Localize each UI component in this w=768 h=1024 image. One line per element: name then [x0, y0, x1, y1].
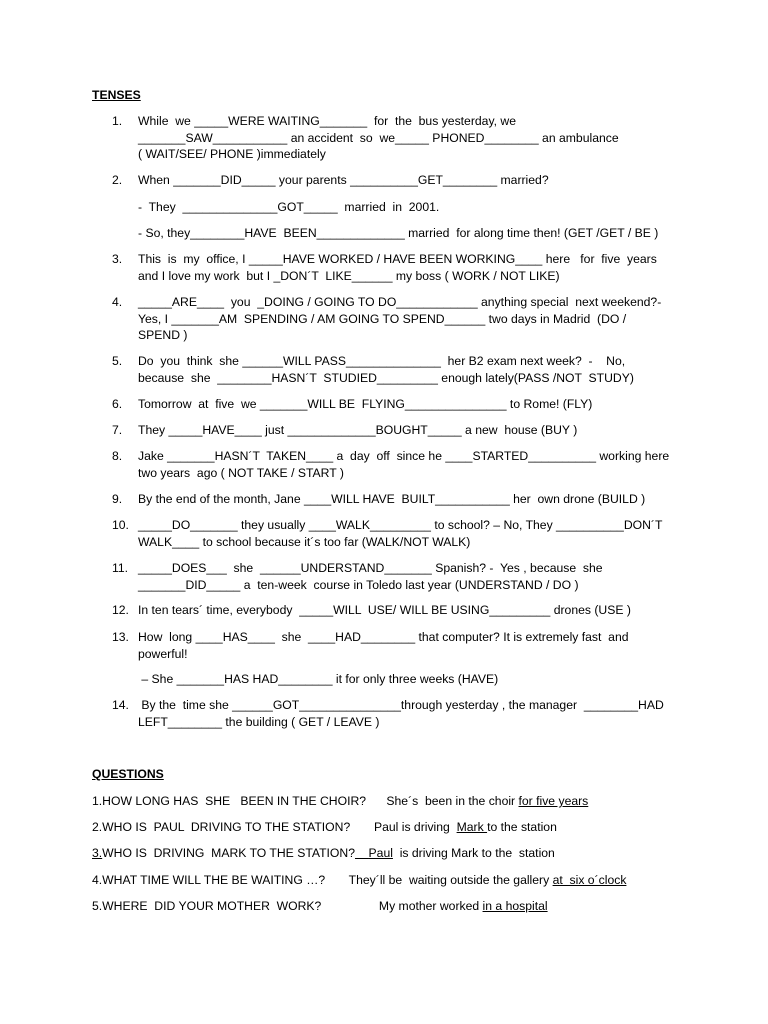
item-number: 10. [112, 518, 129, 532]
item-text: How long ____HAS____ she ____HAD________ that computer? It is extremely fast and powerful! [138, 630, 629, 661]
question-number: 4. [92, 873, 103, 887]
item-text: In ten tears´ time, everybody _____WILL USE/ WILL BE USING_________ drones (USE ) [138, 603, 631, 617]
question-number: 1. [92, 794, 103, 808]
item-number: 12. [112, 603, 129, 617]
item-text: _____DOES___ she ______UNDERSTAND_______ Spanish? - Yes , because she _______DID_____ a ten-week course in Toledo last year (UNDERSTAND / DO ) [138, 561, 603, 592]
question-text: HOW LONG HAS SHE BEEN IN THE CHOIR? [102, 794, 367, 808]
item-text: _____ARE____ you _DOING / GOING TO DO____________ anything special next weekend?- Yes, I _______AM SPENDING / AM GOING TO SPEND______ two days in Madrid (DO / SPEND ) [138, 295, 662, 342]
item-text: Jake _______HASN´T TAKEN____ a day off since he ____STARTED__________ working here two years ago ( NOT TAKE / START ) [138, 449, 670, 480]
answer-text: Paul is driving [373, 820, 457, 834]
question-number: 2. [92, 820, 103, 834]
item-subline: - They ______________GOT_____ married in 2001. [138, 200, 440, 214]
question-row: 3.WHO IS DRIVING MARK TO THE STATION? Paul is driving Mark to the station [92, 846, 555, 860]
question-text: WHAT TIME WILL THE BE WAITING …? [102, 873, 326, 887]
item-number: 5. [112, 354, 123, 368]
item-text: By the end of the month, Jane ____WILL HAVE BUILT___________ her own drone (BUILD ) [138, 492, 646, 506]
item-number: 11. [112, 561, 129, 575]
item-text: _____DO_______ they usually ____WALK_________ to school? – No, They __________DON´T WALK____ to school because it´s too far (WALK/NOT WALK) [138, 518, 663, 549]
answer-underlined: at six o´clock [552, 873, 627, 887]
answer-underlined: Paul [368, 846, 393, 860]
answer-underlined: Mark [456, 820, 488, 834]
answer-text: They´ll be waiting outside the gallery [348, 873, 553, 887]
question-row [92, 872, 732, 888]
answer-text: She´s been in the choir [386, 794, 519, 808]
item-number: 13. [112, 630, 129, 644]
item-text: While we _____WERE WAITING_______ for the bus yesterday, we _______SAW___________ an accident so we_____ PHONED________ an ambulance ( WAIT/SEE/ PHONE )immediately [138, 114, 619, 161]
answer-text: My mother worked [378, 899, 483, 913]
item-number: 2. [112, 173, 123, 187]
item-text: When _______DID_____ your parents __________GET________ married? [138, 173, 549, 187]
item-subline: - So, they________HAVE BEEN_____________ married for along time then! (GET /GET / BE ) [138, 226, 659, 240]
question-row [92, 898, 732, 914]
item-number: 6. [112, 397, 123, 411]
question-row: 2.WHO IS PAUL DRIVING TO THE STATION? Paul is driving Mark to the station [92, 820, 557, 834]
item-text: Tomorrow at five we _______WILL BE FLYING_______________ to Rome! (FLY) [138, 397, 593, 411]
item-text: They _____HAVE____ just _____________BOUGHT_____ a new house (BUY ) [138, 423, 578, 437]
item-number: 14. [112, 698, 129, 712]
item-subline: – She _______HAS HAD________ it for only three weeks (HAVE) [138, 672, 499, 686]
question-number: 5. [92, 899, 103, 913]
tenses-heading: TENSES [92, 88, 141, 102]
question-text: WHO IS PAUL DRIVING TO THE STATION? [102, 820, 351, 834]
item-text: By the time she ______GOT_______________through yesterday , the manager ________HAD LEFT________ the building ( GET / LEAVE ) [138, 698, 664, 729]
item-text: Do you think she ______WILL PASS______________ her B2 exam next week? - No, because she ________HASN´T STUDIED_________ enough lately(PASS /NOT STUDY) [138, 354, 634, 385]
item-text: This is my office, I _____HAVE WORKED / HAVE BEEN WORKING____ here for five years and I love my work but I _DON´T LIKE______ my boss ( WORK / NOT LIKE) [138, 252, 657, 283]
questions-heading: QUESTIONS [92, 767, 164, 781]
question-text: WHERE DID YOUR MOTHER WORK? [102, 899, 322, 913]
answer-underlined: for five years [518, 794, 589, 808]
question-row [92, 793, 732, 809]
item-number: 9. [112, 492, 123, 506]
answer-underlined: in a hospital [482, 899, 548, 913]
item-number: 8. [112, 449, 123, 463]
item-number: 3. [112, 252, 123, 266]
item-number: 7. [112, 423, 123, 437]
question-number: 3. [92, 846, 103, 860]
question-text: WHO IS DRIVING MARK TO THE STATION? [102, 846, 355, 860]
item-number: 4. [112, 295, 123, 309]
item-number: 1. [112, 114, 123, 128]
